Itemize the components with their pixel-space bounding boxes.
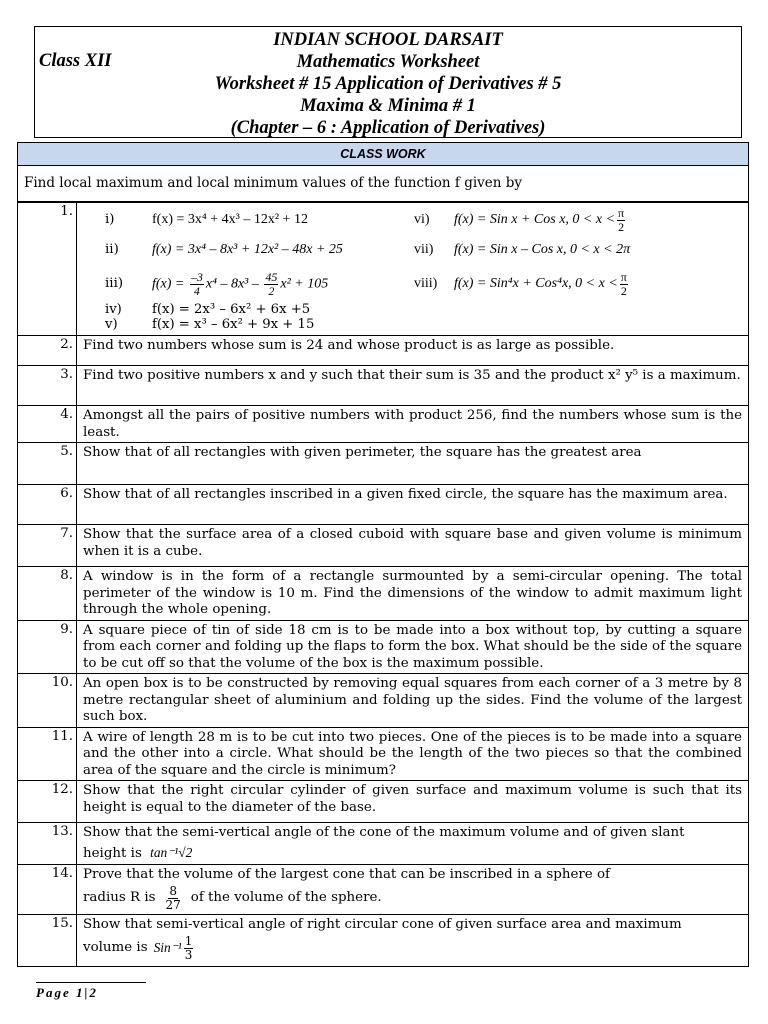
class-label: Class XII bbox=[39, 51, 112, 71]
question-number: 15. bbox=[18, 915, 77, 967]
question-text: A square piece of tin of side 18 cm is to be made into a box without top, by cutting a square from each corner and folding up the flaps to form the box. What should be the side of the square to be cut off so that the volume of the box is the maximum possible. bbox=[77, 620, 749, 674]
question-text: An open box is to be constructed by removing equal squares from each corner of a 3 metre by 8 metre rectangular sheet of aluminium and folding up the sides. Find the volume of the largest such box. bbox=[77, 674, 749, 728]
questions-table-continued bbox=[17, 335, 749, 967]
math-expression: Sin⁻¹ bbox=[153, 939, 182, 955]
function-row: i) f(x) = 3x⁴ + 4x³ – 12x² + 12 vi) f(x) = Sin x + Cos x, 0 < x < $\frac{\pi}{2}$ bbox=[105, 205, 742, 235]
question-number: 6. bbox=[18, 485, 77, 525]
question-text: A wire of length 28 m is to be cut into two pieces. One of the pieces is to be made into a square and the other into a circle. What should be the length of the two pieces so that the combined area of the square and the circle is minimum? bbox=[77, 727, 749, 781]
question-text: Show that the surface area of a closed cuboid with square base and given volume is minimum when it is a cube. bbox=[77, 525, 749, 567]
question-row-15 bbox=[18, 915, 749, 967]
question-number: 14. bbox=[18, 865, 77, 915]
question-row-13 bbox=[18, 823, 749, 865]
question-row bbox=[18, 525, 749, 567]
question-text: Find two positive numbers x and y such that their sum is 35 and the product x² y⁵ is a maximum. bbox=[77, 366, 749, 406]
topic-title: Maxima & Minima # 1 bbox=[300, 96, 476, 116]
question-row bbox=[18, 406, 749, 443]
function-iv: iv) f(x) = 2x³ – 6x² + 6x +5 bbox=[105, 302, 311, 318]
question-text: Amongst all the pairs of positive numbers with product 256, find the numbers whose sum is the least. bbox=[77, 406, 749, 443]
question-text: Show that of all rectangles inscribed in a given fixed circle, the square has the maximum area. bbox=[77, 485, 749, 525]
worksheet-title: Worksheet # 15 Application of Derivatives # 5 bbox=[214, 74, 562, 94]
question-row-1 bbox=[18, 203, 749, 336]
question-row-14 bbox=[18, 865, 749, 915]
question-row bbox=[18, 674, 749, 728]
question-number: 4. bbox=[18, 406, 77, 443]
question-text: Show that of all rectangles with given perimeter, the square has the greatest area bbox=[77, 443, 749, 485]
question-row bbox=[18, 620, 749, 674]
question-number: 5. bbox=[18, 443, 77, 485]
question-row bbox=[18, 366, 749, 406]
questions-table bbox=[17, 202, 749, 336]
question-number: 11. bbox=[18, 727, 77, 781]
school-name: INDIAN SCHOOL DARSAIT bbox=[273, 30, 503, 50]
question-row bbox=[18, 781, 749, 823]
question-number: 3. bbox=[18, 366, 77, 406]
question-row bbox=[18, 336, 749, 366]
question-number: 2. bbox=[18, 336, 77, 366]
function-viii: viii) f(x) = Sin⁴x + Cos⁴x, 0 < x < $\frac{\pi}{2}$ bbox=[414, 269, 627, 298]
function-vi: vi) f(x) = Sin x + Cos x, 0 < x < $\frac{\pi}{2}$ bbox=[414, 205, 625, 234]
page-footer: Page 1|2 bbox=[36, 982, 146, 1001]
question-number: 13. bbox=[18, 823, 77, 865]
question-text: Find two numbers whose sum is 24 and whose product is as large as possible. bbox=[77, 336, 749, 366]
math-expression: tan⁻¹√2 bbox=[150, 844, 193, 860]
question-row bbox=[18, 443, 749, 485]
question-text: Show that semi-vertical angle of right circular cone of given surface area and maximum volume is Sin⁻¹ $\frac{1}{3}$ bbox=[77, 915, 749, 967]
question-number: 12. bbox=[18, 781, 77, 823]
question-row bbox=[18, 485, 749, 525]
function-row: iii) f(x) = $\frac{-3}{4}$ x⁴ – 8x³ – $\frac{45}{2}$ x² + 105 viii) f(x) = Sin⁴x + Cos⁴x, 0 < x < $\frac{\pi}{2}$ bbox=[105, 265, 742, 303]
function-iii: f(x) = $\frac{-3}{4}$ x⁴ – 8x³ – $\frac{45}{2}$ x² + 105 bbox=[152, 269, 329, 298]
class-work-banner: CLASS WORK bbox=[17, 142, 749, 166]
function-ii: f(x) = 3x⁴ – 8x³ + 12x² – 48x + 25 bbox=[152, 241, 343, 257]
question-text: Show that the semi-vertical angle of the cone of the maximum volume and of given slant height is tan⁻¹√2 bbox=[77, 823, 749, 865]
function-vii: vii) f(x) = Sin x – Cos x, 0 < x < 2π bbox=[414, 241, 631, 257]
question-row bbox=[18, 727, 749, 781]
question-number: 8. bbox=[18, 567, 77, 621]
question-number: 7. bbox=[18, 525, 77, 567]
question-number: 9. bbox=[18, 620, 77, 674]
function-v: v) f(x) = x³ – 6x² + 9x + 15 bbox=[105, 317, 315, 333]
chapter-title: (Chapter – 6 : Application of Derivatives) bbox=[230, 118, 546, 138]
function-row: ii) f(x) = 3x⁴ – 8x³ + 12x² – 48x + 25 vii) f(x) = Sin x – Cos x, 0 < x < 2π bbox=[105, 241, 631, 257]
intro-text: Find local maximum and local minimum values of the function f given by bbox=[17, 166, 749, 202]
question-number: 1. bbox=[18, 203, 77, 336]
worksheet-header bbox=[34, 26, 742, 138]
subject-title: Mathematics Worksheet bbox=[296, 52, 480, 72]
question-number: 10. bbox=[18, 674, 77, 728]
question-text: Show that the right circular cylinder of given surface and maximum volume is such that its height is equal to the diameter of the base. bbox=[77, 781, 749, 823]
question-text: Prove that the volume of the largest cone that can be inscribed in a sphere of radius R is $\frac{8}{27}$ of the volume of the sphere. bbox=[77, 865, 749, 915]
function-i: f(x) = 3x⁴ + 4x³ – 12x² + 12 bbox=[152, 211, 308, 227]
question-row bbox=[18, 567, 749, 621]
question-text: A window is in the form of a rectangle surmounted by a semi-circular opening. The total perimeter of the window is 10 m. Find the dimensions of the window to admit maximum light through the whole opening. bbox=[77, 567, 749, 621]
